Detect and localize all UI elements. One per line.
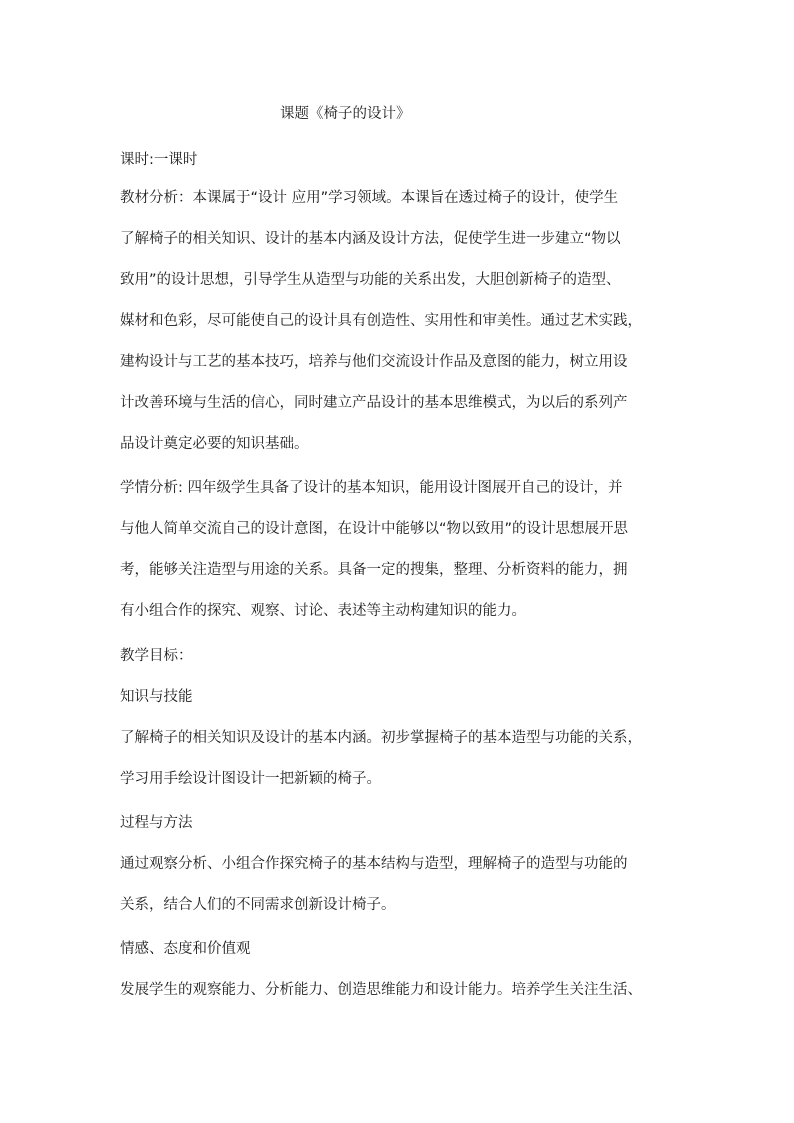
textbook-analysis-line-2: 了解椅子的相关知识、设计的基本内涵及设计方法，促使学生进一步建立“物以	[120, 231, 621, 247]
knowledge-skills-line-2: 学习用手绘设计图设计一把新颖的椅子。	[120, 771, 381, 787]
textbook-analysis-line-3: 致用”的设计思想，引导学生从造型与功能的关系出发，大胆创新椅子的造型、	[120, 272, 621, 288]
student-analysis-line-1: 学情分析: 四年级学生具备了设计的基本知识，能用设计图展开自己的设计，并	[120, 480, 623, 496]
textbook-analysis-line-7: 品设计奠定必要的知识基础。	[120, 436, 309, 452]
textbook-analysis-line-5: 建构设计与工艺的基本技巧，培养与他们交流设计作品及意图的能力，树立用设	[120, 354, 628, 370]
emotion-values-line-1: 发展学生的观察能力、分析能力、创造思维能力和设计能力。培养学生关注生活、	[120, 982, 642, 998]
class-hours-line: 课时:一课时	[120, 152, 198, 168]
emotion-values-heading: 情感、态度和价值观	[120, 941, 251, 957]
textbook-analysis-line-6: 计改善环境与生活的信心，同时建立产品设计的基本思维模式，为以后的系列产	[120, 395, 628, 411]
textbook-analysis-line-1: 教材分析：本课属于“设计 应用”学习领域。本课旨在透过椅子的设计，使学生	[120, 190, 619, 206]
knowledge-skills-heading: 知识与技能	[120, 689, 193, 705]
textbook-analysis-line-4: 媒材和色彩，尽可能使自己的设计具有创造性、实用性和审美性。通过艺术实践，	[120, 313, 642, 329]
student-analysis-line-2: 与他人简单交流自己的设计意图，在设计中能够以“物以致用”的设计思想展开思	[120, 521, 629, 537]
knowledge-skills-line-1: 了解椅子的相关知识及设计的基本内涵。初步掌握椅子的基本造型与功能的关系，	[120, 730, 642, 746]
student-analysis-line-3: 考，能够关注造型与用途的关系。具备一定的搜集，整理、分析资料的能力，拥	[120, 562, 628, 578]
process-method-line-2: 关系，结合人们的不同需求创新设计椅子。	[120, 897, 396, 913]
document-title: 课题《椅子的设计》	[280, 106, 411, 122]
teaching-objectives-heading: 教学目标：	[120, 648, 193, 664]
process-method-line-1: 通过观察分析、小组合作探究椅子的基本结构与造型，理解椅子的造型与功能的	[120, 856, 628, 872]
student-analysis-line-4: 有小组合作的探究、观察、讨论、表述等主动构建知识的能力。	[120, 603, 526, 619]
process-method-heading: 过程与方法	[120, 815, 193, 831]
